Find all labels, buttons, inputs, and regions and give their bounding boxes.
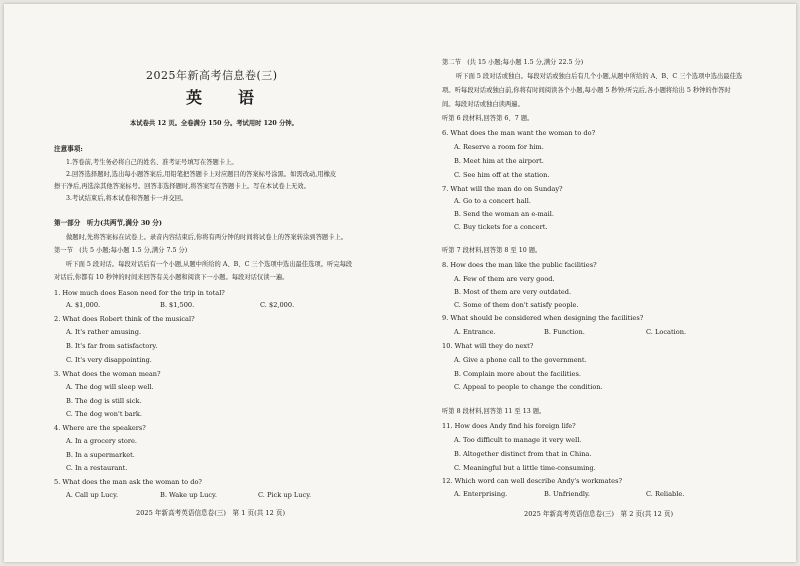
section2-intro-1: 听下面 5 段对话或独白。每段对话或独白后有几个小题,从题中所给的 A、B、C 三个选项中选出最佳选 (456, 73, 743, 80)
question-9-stem: 9. What should be considered when designing the facilities? (442, 314, 644, 322)
question-4-option-b[interactable]: B. In a supermarket. (66, 451, 135, 459)
question-9-option-a[interactable]: A. Entrance. (454, 328, 496, 336)
question-6-stem: 6. What does the man want the woman to do? (442, 129, 596, 137)
note-2: 2.回答选择题时,选出每小题答案后,用铅笔把答题卡上对应题目的答案标号涂黑。如需改动,用橡皮 (66, 171, 337, 178)
section2-intro-2: 项。听每段对话或独白前,你将有时间阅读各个小题,每小题 5 秒钟;听完后,各小题将给出 5 秒钟的作答时 (442, 87, 731, 94)
section1-heading: 第一节 (共 5 小题;每小题 1.5 分,满分 7.5 分) (54, 247, 188, 254)
question-7-option-b[interactable]: B. Send the woman an e-mail. (454, 210, 554, 218)
question-5-option-b[interactable]: B. Wake up Lucy. (160, 491, 217, 499)
question-7-stem: 7. What will the man do on Sunday? (442, 185, 563, 193)
question-1-stem: 1. How much does Eason need for the trip in total? (54, 289, 225, 297)
question-8-stem: 8. How does the man like the public facilities? (442, 261, 597, 269)
question-5-option-c[interactable]: C. Pick up Lucy. (258, 491, 312, 499)
question-2-option-c[interactable]: C. It's very disappointing. (66, 356, 152, 364)
notes-heading: 注意事项: (54, 145, 83, 153)
page-2 (438, 4, 790, 562)
question-8-option-b[interactable]: B. Most of them are very outdated. (454, 288, 572, 296)
question-6-option-a[interactable]: A. Reserve a room for him. (454, 143, 544, 151)
note-3: 3.考试结束后,将本试卷和答题卡一并交回。 (66, 195, 188, 202)
page-1-footer: 2025 年新高考英语信息卷(三) 第 1 页(共 12 页) (136, 509, 286, 517)
group-6-heading: 听第 6 段材料,回答第 6、7 题。 (442, 115, 534, 122)
subject-title: 英 语 (186, 88, 265, 107)
note-1: 1.答卷前,考生务必将自己的姓名、准考证号填写在答题卡上。 (66, 159, 238, 166)
question-4-option-c[interactable]: C. In a restaurant. (66, 464, 128, 472)
group-7-heading: 听第 7 段材料,回答第 8 至 10 题。 (442, 247, 542, 254)
question-7-option-a[interactable]: A. Go to a concert hall. (454, 197, 531, 205)
question-11-option-b[interactable]: B. Altogether distinct from that in China. (454, 450, 592, 458)
question-10-option-a[interactable]: A. Give a phone call to the government. (454, 356, 587, 364)
exam-sheet (4, 4, 796, 562)
question-3-option-a[interactable]: A. The dog will sleep well. (66, 383, 154, 391)
question-10-option-c[interactable]: C. Appeal to people to change the condition. (454, 383, 603, 391)
question-11-stem: 11. How does Andy find his foreign life? (442, 422, 576, 430)
section1-intro-2: 对话后,你都有 10 秒钟的时间来回答有关小题和阅读下一小题。每段对话仅读一遍。 (54, 274, 289, 281)
question-2-stem: 2. What does Robert think of the musical? (54, 315, 195, 323)
question-9-option-b[interactable]: B. Function. (544, 328, 585, 336)
question-9-option-c[interactable]: C. Location. (646, 328, 687, 336)
note-2-cont: 擦干净后,再选涂其他答案标号。回答非选择题时,将答案写在答题卡上。写在本试卷上无效。 (54, 183, 310, 190)
part1-intro-1: 做题时,先将答案标在试卷上。录音内容结束后,你将有两分钟的时间将试卷上的答案转涂到答题卡上。 (66, 234, 348, 241)
exam-info: 本试卷共 12 页。全卷满分 150 分。考试用时 120 分钟。 (130, 120, 298, 127)
page-1 (48, 4, 388, 562)
question-1-option-a[interactable]: A. $1,000. (66, 301, 101, 309)
question-2-option-b[interactable]: B. It's far from satisfactory. (66, 342, 158, 350)
question-6-option-b[interactable]: B. Meet him at the airport. (454, 157, 544, 165)
question-10-stem: 10. What will they do next? (442, 342, 534, 350)
question-3-stem: 3. What does the woman mean? (54, 370, 161, 378)
question-3-option-c[interactable]: C. The dog won't bark. (66, 410, 142, 418)
part1-heading: 第一部分 听力(共两节,满分 30 分) (54, 219, 163, 227)
section2-intro-3: 间。每段对话或独白读两遍。 (442, 101, 524, 108)
question-4-option-a[interactable]: A. In a grocery store. (66, 437, 137, 445)
question-5-stem: 5. What does the man ask the woman to do? (54, 478, 202, 486)
exam-title: 2025年新高考信息卷(三) (146, 69, 278, 82)
question-8-option-c[interactable]: C. Some of them don't satisfy people. (454, 301, 579, 309)
question-12-option-c[interactable]: C. Reliable. (646, 490, 685, 498)
question-11-option-a[interactable]: A. Too difficult to manage it very well. (454, 436, 582, 444)
question-10-option-b[interactable]: B. Complain more about the facilities. (454, 370, 581, 378)
question-4-stem: 4. Where are the speakers? (54, 424, 146, 432)
section1-intro-1: 听下面 5 段对话。每段对话后有一个小题,从题中所给的 A、B、C 三个选项中选出最佳选项。听完每段 (66, 261, 353, 268)
section2-heading: 第二节 (共 15 小题;每小题 1.5 分,满分 22.5 分) (442, 59, 584, 66)
question-12-option-a[interactable]: A. Enterprising. (454, 490, 508, 498)
question-8-option-a[interactable]: A. Few of them are very good. (454, 275, 555, 283)
question-1-option-b[interactable]: B. $1,500. (160, 301, 195, 309)
page-2-footer: 2025 年新高考英语信息卷(三) 第 2 页(共 12 页) (524, 510, 674, 518)
question-12-option-b[interactable]: B. Unfriendly. (544, 490, 590, 498)
question-1-option-c[interactable]: C. $2,000. (260, 301, 295, 309)
question-6-option-c[interactable]: C. See him off at the station. (454, 171, 550, 179)
question-11-option-c[interactable]: C. Meaningful but a little time-consuming. (454, 464, 596, 472)
group-8-heading: 听第 8 段材料,回答第 11 至 13 题。 (442, 408, 546, 415)
question-5-option-a[interactable]: A. Call up Lucy. (66, 491, 119, 499)
question-7-option-c[interactable]: C. Buy tickets for a concert. (454, 223, 548, 231)
question-3-option-b[interactable]: B. The dog is still sick. (66, 397, 142, 405)
question-2-option-a[interactable]: A. It's rather amusing. (66, 328, 142, 336)
question-12-stem: 12. Which word can well describe Andy's workmates? (442, 477, 623, 485)
